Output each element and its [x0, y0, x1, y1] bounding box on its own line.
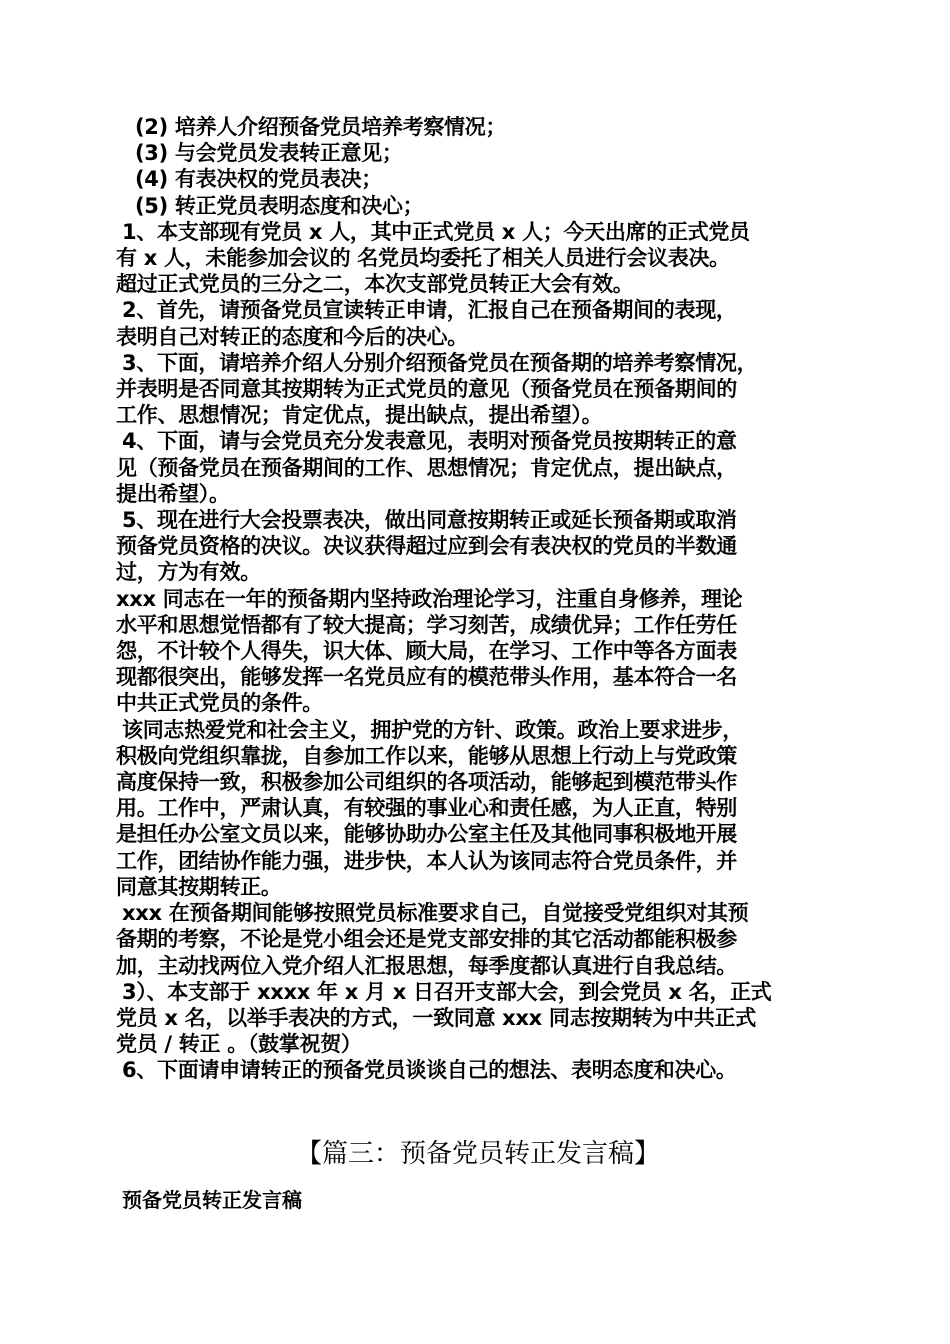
paragraph-line: 工作，团结协作能力强，进步快，本人认为该同志符合党员条件，并 [116, 848, 737, 873]
paragraph-line: 见（预备党员在预备期间的工作、思想情况；肯定优点，提出缺点， [116, 455, 737, 480]
paragraph-line: 6、下面请申请转正的预备党员谈谈自己的想法、表明态度和决心。 [122, 1058, 737, 1083]
paragraph-line: 过，方为有效。 [116, 560, 261, 585]
paragraph-line: 是担任办公室文员以来，能够协助办公室主任及其他同事积极地开展 [116, 822, 737, 847]
paragraph-line: 加，主动找两位入党介绍人汇报思想，每季度都认真进行自我总结。 [116, 953, 737, 978]
paragraph-line: 2、首先，请预备党员宣读转正申请，汇报自己在预备期间的表现， [122, 298, 737, 323]
paragraph-line: 有 x 人，未能参加会议的 名党员均委托了相关人员进行会议表决。 [116, 246, 730, 271]
paragraph-line: 提出希望）。 [116, 481, 230, 506]
paragraph-line: 1、本支部现有党员 x 人，其中正式党员 x 人；今天出席的正式党员 [122, 219, 750, 244]
paragraph-line: 该同志热爱党和社会主义，拥护党的方针、政策。政治上要求进步， [122, 717, 743, 742]
paragraph-line: 备期的考察，不论是党小组会还是党支部安排的其它活动都能积极参 [116, 927, 737, 952]
paragraph-line: 中共正式党员的条件。 [116, 691, 323, 716]
paragraph-line: 表明自己对转正的态度和今后的决心。 [116, 324, 468, 349]
paragraph-line: xxx 同志在一年的预备期内坚持政治理论学习，注重自身修养，理论 [116, 586, 743, 611]
paragraph-line: 4、下面，请与会党员充分发表意见，表明对预备党员按期转正的意 [122, 429, 737, 454]
paragraph-line: xxx 在预备期间能够按照党员标准要求自己，自觉接受党组织对其预 [122, 901, 749, 926]
paragraph-line: 3、下面，请培养介绍人分别介绍预备党员在预备期的培养考察情况， [122, 350, 758, 375]
paragraph-line: 高度保持一致，积极参加公司组织的各项活动，能够起到模范带头作 [116, 770, 737, 795]
paragraph-line: 水平和思想觉悟都有了较大提高；学习刻苦，成绩优异；工作任劳任 [116, 612, 737, 637]
section-subheading: 预备党员转正发言稿 [122, 1188, 302, 1212]
list-item: (4) 有表决权的党员表决； [135, 167, 382, 192]
paragraph-line: 党员 x 名，以举手表决的方式，一致同意 xxx 同志按期转为中共正式 [116, 1005, 756, 1030]
paragraph-line: 现都很突出，能够发挥一名党员应有的模范带头作用，基本符合一名 [116, 665, 737, 690]
paragraph-line: 超过正式党员的三分之二，本次支部党员转正大会有效。 [116, 272, 634, 297]
list-item: (5) 转正党员表明态度和决心； [135, 193, 424, 218]
paragraph-line: 党员 / 转正 。（鼓掌祝贺） [116, 1032, 362, 1057]
paragraph-line: 用。工作中，严肃认真，有较强的事业心和责任感，为人正直，特别 [116, 796, 737, 821]
paragraph-line: 怨，不计较个人得失，识大体、顾大局，在学习、工作中等各方面表 [116, 639, 737, 664]
paragraph-line: 工作、思想情况；肯定优点，提出缺点，提出希望）。 [116, 403, 603, 428]
list-item: (3) 与会党员发表转正意见； [135, 141, 403, 166]
paragraph-line: 预备党员资格的决议。决议获得超过应到会有表决权的党员的半数通 [116, 534, 737, 559]
document-body [116, 114, 840, 1084]
paragraph-line: 积极向党组织靠拢，自参加工作以来，能够从思想上行动上与党政策 [116, 743, 737, 768]
list-item: (2) 培养人介绍预备党员培养考察情况； [135, 115, 507, 139]
paragraph-line: 同意其按期转正。 [116, 874, 282, 899]
paragraph-line: 并表明是否同意其按期转为正式党员的意见（预备党员在预备期间的 [116, 377, 737, 402]
section-heading: 【篇三：预备党员转正发言稿】 [295, 1139, 660, 1169]
paragraph-line: 3）、本支部于 xxxx 年 x 月 x 日召开支部大会，到会党员 x 名，正式 [122, 979, 772, 1004]
paragraph-line: 5、现在进行大会投票表决，做出同意按期转正或延长预备期或取消 [122, 508, 737, 533]
